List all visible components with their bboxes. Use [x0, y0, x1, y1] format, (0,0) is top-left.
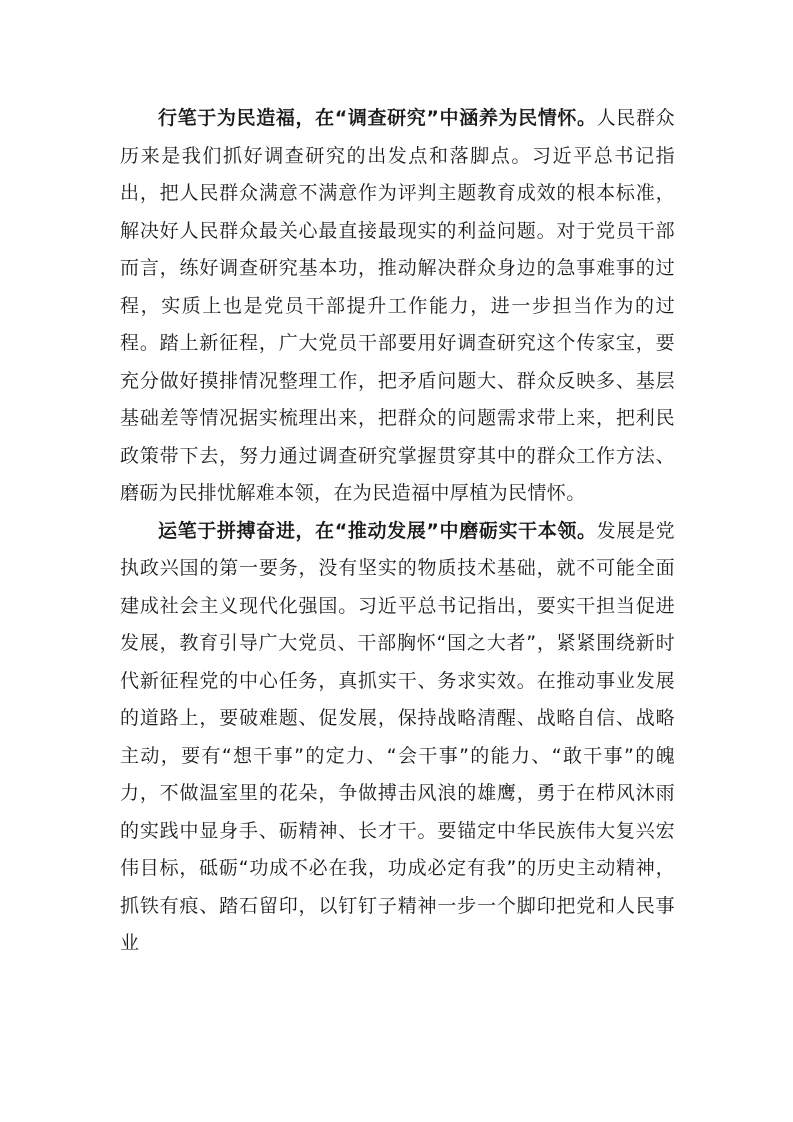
paragraph-2: [120, 513, 675, 963]
paragraph-1-lead: 行笔于为民造福，在“调查研究”中涵养为民情怀。: [158, 107, 597, 129]
paragraph-2-lead: 运笔于拼搏奋进，在“推动发展”中磨砺实干本领。: [158, 519, 597, 542]
document-body: [120, 100, 675, 963]
paragraph-1-body: 人民群众历来是我们抓好调查研究的出发点和落脚点。习近平总书记指出，把人民群众满意不满意作为评判主题教育成效的根本标准，解决好人民群众最关心最直接最现实的利益问题。对于党员干部而言，练好调查研究基本功，推动解决群众身边的急事难事的过程，实质上也是党员干部提升工作能力，进一步担当作为的过程。踏上新征程，广大党员干部要用好调查研究这个传家宝，要充分做好摸排情况整理工作，把矛盾问题大、群众反映多、基层基础差等情况据实梳理出来，把群众的问题需求带上来，把利民政策带下去，努力通过调查研究掌握贯穿其中的群众工作方法、磨砺为民排忧解难本领，在为民造福中厚植为民情怀。: [120, 107, 675, 504]
paragraph-2-body: 发展是党执政兴国的第一要务，没有坚实的物质技术基础，就不可能全面建成社会主义现代化强国。习近平总书记指出，要实干担当促进发展，教育引导广大党员、干部胸怀“国之大者”，紧紧围绕新时代新征程党的中心任务，真抓实干、务求实效。在推动事业发展的道路上，要破难题、促发展，保持战略清醒、战略自信、战略主动，要有“想干事”的定力、“会干事”的能力、“敢干事”的魄力，不做温室里的花朵，争做搏击风浪的雄鹰，勇于在栉风沐雨的实践中显身手、砺精神、长才干。要锚定中华民族伟大复兴宏伟目标，砥砺“功成不必在我，功成必定有我”的历史主动精神，抓铁有痕、踏石留印，以钉钉子精神一步一个脚印把党和人民事业: [120, 519, 675, 954]
paragraph-1: [120, 100, 675, 513]
